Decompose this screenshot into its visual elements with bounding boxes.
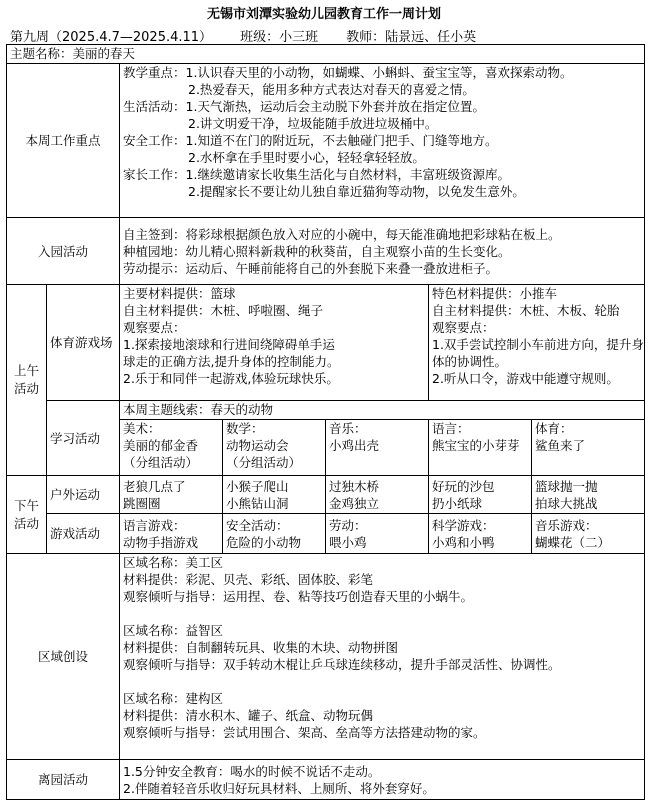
activity: 跳圈圈	[123, 495, 161, 511]
text-line: 特色材料提供：小推车	[432, 286, 558, 301]
safety-item: 2.水杯拿在手里时要小心，轻轻拿轻轻放。	[188, 150, 425, 165]
departure-item: 1.5分钟安全教育：喝水的时候不说话不走动。	[123, 763, 381, 779]
focus-content	[120, 64, 645, 218]
text-line: 1.探索接地滚球和行进间绕障碍单手运	[123, 337, 335, 352]
afternoon-label: 下午活动	[7, 476, 47, 554]
theme-name: 主题名称：美丽的春天	[7, 45, 645, 64]
outdoor-label: 户外运动	[47, 476, 120, 514]
subject: 语言游戏：	[123, 517, 186, 533]
text-line: 自主材料提供：木桩、木板、轮胎	[432, 303, 620, 318]
games-cell	[532, 514, 645, 554]
outdoor-cell	[120, 476, 223, 514]
activity: 小鸡出壳	[329, 438, 380, 453]
games-label: 游戏活动	[47, 514, 120, 554]
study-label: 学习活动	[47, 401, 120, 476]
study-cell-math	[223, 420, 326, 476]
text-line: 1.双手尝试控制小车前进方向，提升身	[432, 337, 644, 352]
departure-label: 离园活动	[7, 760, 120, 800]
text-line: 2.听从口令，游戏中能遵守规则。	[432, 371, 619, 386]
subject: 音乐游戏：	[535, 517, 598, 533]
sports-feature-materials	[429, 285, 645, 401]
activity: 扔小纸球	[432, 495, 483, 511]
subject: 科学游戏：	[432, 517, 495, 533]
morning-label: 上午活动	[7, 285, 47, 476]
activity: 鲨鱼来了	[535, 438, 586, 453]
parents-label: 家长工作：	[123, 167, 186, 182]
plan-meta	[10, 26, 640, 45]
subject: 美术：	[123, 421, 161, 436]
week-range: 第九周（2025.4.7—2025.4.11）	[10, 30, 213, 45]
activity: 美丽的郁金香	[123, 438, 199, 453]
activity: 危险的小动物	[226, 534, 302, 550]
arrival-item: 劳动提示：运动后、午睡前能将自己的外套脱下来叠一叠放进柜子。	[123, 260, 499, 276]
arrival-item: 自主签到：将彩球根据颜色放入对应的小碗中，每天能准确地把彩球粘在板上。	[123, 226, 561, 242]
text-line: 观察要点：	[432, 320, 495, 335]
area-guidance: 观察倾听与指导：双手转动木棍让乒乓球连续移动，提升手部灵活性、协调性。	[123, 657, 561, 672]
arrival-item: 种植园地：幼儿精心照料新栽种的秋葵苗，自主观察小苗的生长变化。	[123, 243, 511, 259]
area-materials: 材料提供：自制翻转玩具、收集的木块、动物拼图	[123, 640, 399, 655]
teaching-item: 2.热爱春天，能用多种方式表达对春天的喜爱之情。	[188, 82, 475, 97]
study-cell-language	[429, 420, 532, 476]
outdoor-cell	[429, 476, 532, 514]
activity: 小熊钻山洞	[226, 495, 289, 511]
areas-content	[120, 554, 645, 760]
outdoor-cell	[223, 476, 326, 514]
text-line: 观察要点：	[123, 320, 186, 335]
study-cell-pe	[532, 420, 645, 476]
teaching-item: 1.认识春天里的小动物，如蝴蝶、小蝌蚪、蚕宝宝等，喜欢探索动物。	[185, 65, 573, 80]
subject: 语言：	[432, 421, 470, 436]
activity: 小鸡和小鸭	[432, 534, 495, 550]
sports-main-materials	[120, 285, 429, 401]
activity: 小猴子爬山	[226, 478, 289, 494]
activity: 熊宝宝的小芽芽	[432, 438, 520, 453]
life-item: 2.讲文明爱干净，垃圾能随手放进垃圾桶中。	[188, 116, 438, 131]
activity: 金鸡独立	[329, 495, 380, 511]
text-line: 2.乐于和同伴一起游戏,体验玩球快乐。	[123, 371, 339, 386]
activity: 喂小鸡	[329, 534, 367, 550]
weekly-plan-table	[6, 44, 645, 800]
areas-label: 区域创设	[7, 554, 120, 760]
activity: 动物手指游戏	[123, 534, 199, 550]
life-item: 1.天气渐热，运动后会主动脱下外套并放在指定位置。	[185, 99, 485, 114]
sports-label: 体育游戏场	[47, 285, 120, 401]
text-line: 主要材料提供：篮球	[123, 286, 236, 301]
text-line: 体的协调性。	[432, 354, 508, 369]
departure-content	[120, 760, 645, 800]
activity: 蝴蝶花（二）	[535, 534, 611, 550]
area-materials: 材料提供：彩泥、贝壳、彩纸、固体胶、彩笔	[123, 572, 374, 587]
study-cell-music	[326, 420, 429, 476]
text-line: 自主材料提供：木桩、呼啦圈、绳子	[123, 303, 324, 318]
safety-label: 安全工作：	[123, 133, 186, 148]
life-label: 生活活动：	[123, 99, 186, 114]
area-materials: 材料提供：清水积木、罐子、纸盒、动物玩偶	[123, 708, 374, 723]
text-line: 球走的正确方法,提升身体的控制能力。	[123, 354, 340, 369]
subject: 体育：	[535, 421, 573, 436]
teacher-names: 教师：陆景远、任小英	[346, 30, 477, 45]
outdoor-cell	[326, 476, 429, 514]
safety-item: 1.知道不在门的附近玩，不去触碰门把手、门缝等地方。	[185, 133, 498, 148]
parents-item: 1.继续邀请家长收集生活化与自然材料，丰富班级资源库。	[185, 167, 510, 182]
arrival-content	[120, 218, 645, 285]
study-cell-art	[120, 420, 223, 476]
subject: 安全活动：	[226, 517, 289, 533]
games-cell	[326, 514, 429, 554]
page-title: 无锡市刘潭实验幼儿园教育工作一周计划	[206, 7, 441, 22]
study-theme-line: 本周主题线索：春天的动物	[120, 401, 645, 420]
activity: 拍球大挑战	[535, 495, 598, 511]
activity: 老狼几点了	[123, 478, 186, 494]
activity-note: （分组活动）	[226, 455, 302, 470]
activity: 好玩的沙包	[432, 478, 495, 494]
area-name: 区域名称：美工区	[123, 555, 224, 570]
subject: 音乐：	[329, 421, 367, 436]
teaching-label: 教学重点：	[123, 65, 186, 80]
class-name: 班级：小三班	[240, 30, 319, 45]
activity: 过独木桥	[329, 478, 380, 494]
area-name: 区域名称：益智区	[123, 623, 224, 638]
arrival-label: 入园活动	[7, 218, 120, 285]
subject: 劳动：	[329, 517, 367, 533]
outdoor-cell	[532, 476, 645, 514]
games-cell	[120, 514, 223, 554]
activity: 篮球抛一抛	[535, 478, 598, 494]
focus-label: 本周工作重点	[7, 64, 120, 218]
games-cell	[223, 514, 326, 554]
games-cell	[429, 514, 532, 554]
area-name: 区域名称：建构区	[123, 691, 224, 706]
activity-note: （分组活动）	[123, 455, 199, 470]
area-guidance: 观察倾听与指导：运用捏、卷、粘等技巧创造春天里的小蜗牛。	[123, 589, 474, 604]
subject: 数学：	[226, 421, 264, 436]
activity: 动物运动会	[226, 438, 289, 453]
parents-item: 2.提醒家长不要让幼儿独自靠近猫狗等动物，以免发生意外。	[188, 184, 525, 199]
area-guidance: 观察倾听与指导：尝试用围合、架高、垒高等方法搭建动物的家。	[123, 725, 486, 740]
departure-item: 2.伴随着轻音乐收归好玩具材料、上厕所、将外套穿好。	[123, 780, 435, 796]
